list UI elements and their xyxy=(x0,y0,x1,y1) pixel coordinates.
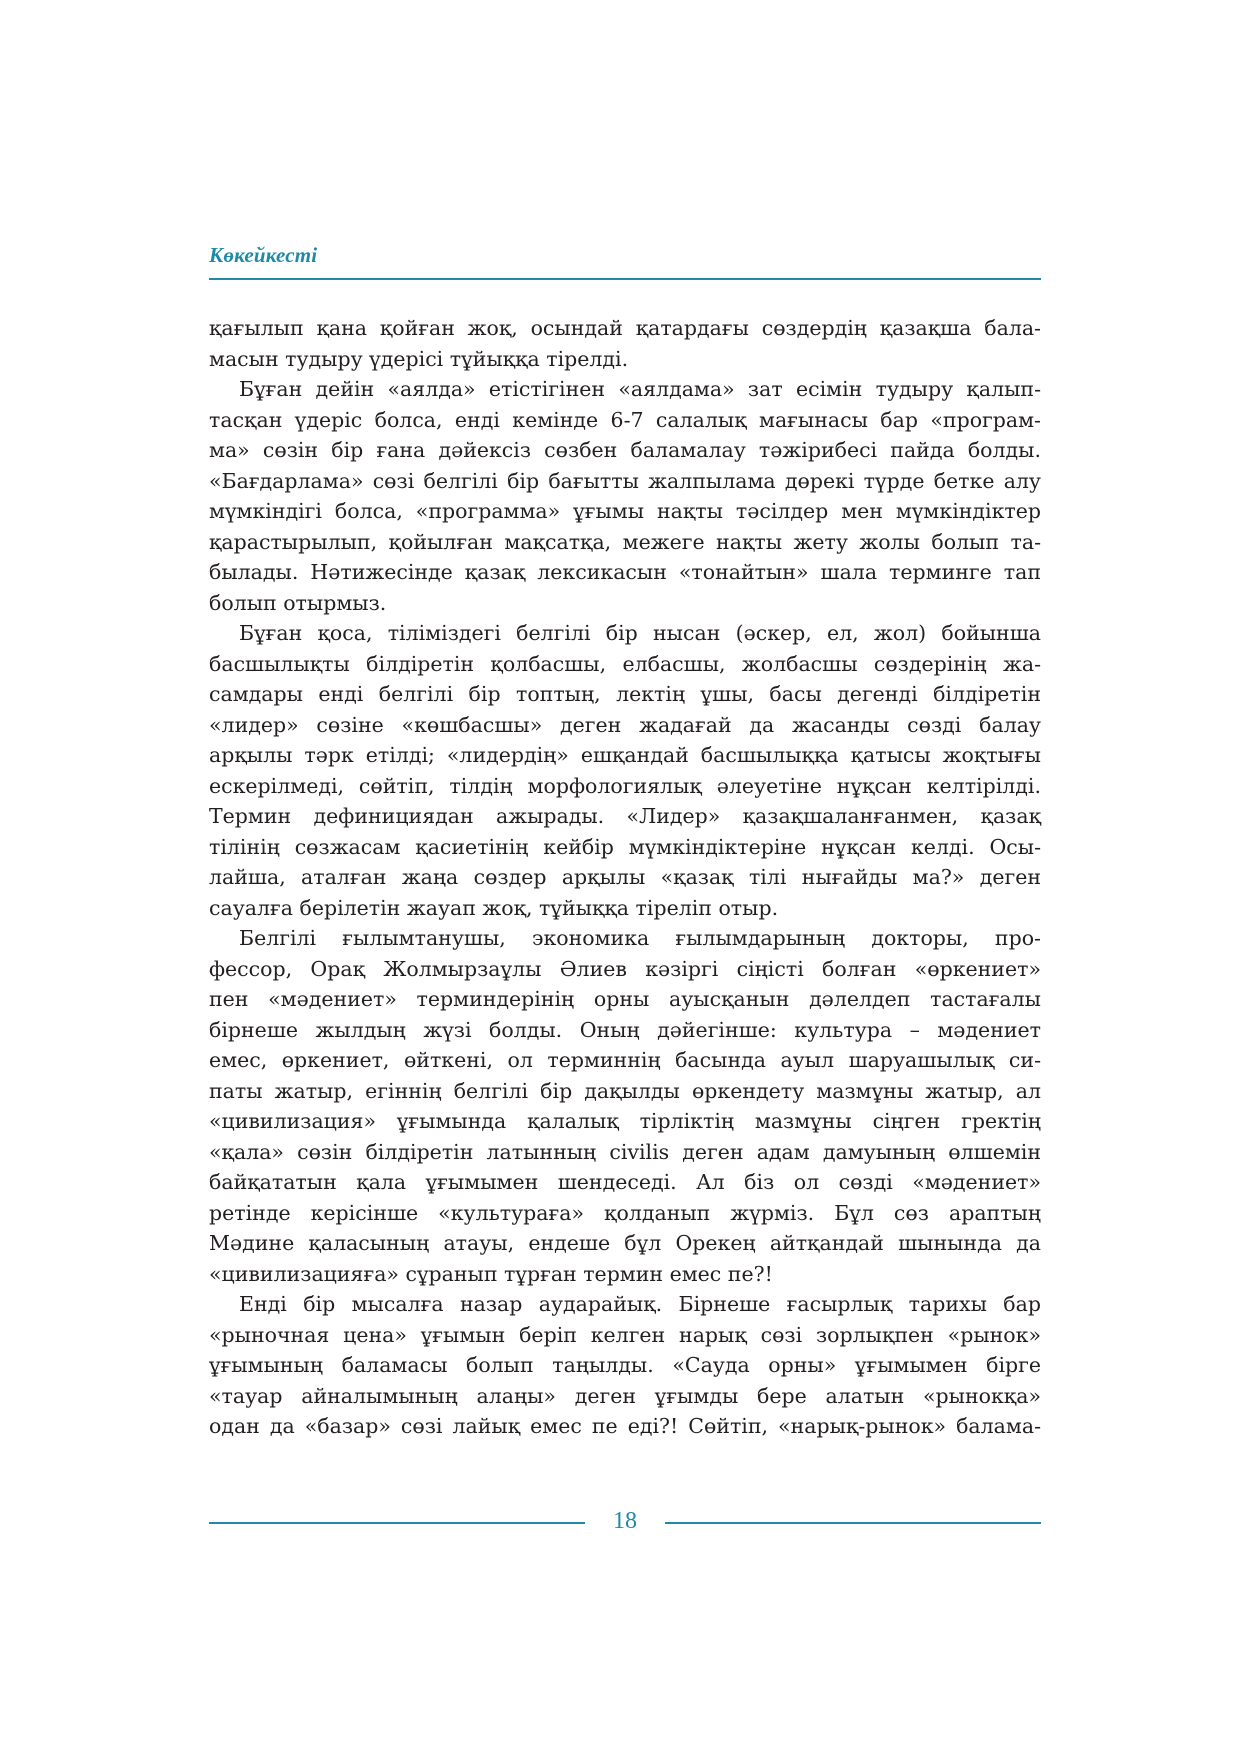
text-line: мүмкіндігі болса, «программа» ұғымы нақты тәсілдер мен мүмкіндіктер xyxy=(209,499,1041,523)
text-line: «қала» сөзін білдіретін латынның civilis деген адам дамуының өлшемін xyxy=(209,1139,1041,1164)
text-line: «цивилизация» ұғымында қалалық тірліктің мазмұны сіңген гректің xyxy=(209,1109,1041,1133)
text-line: былады. Нәтижесінде қазақ лексикасын «тонайтын» шала терминге тап xyxy=(209,560,1041,584)
text-line: фессор, Орақ Жолмырзаұлы Әлиев кәзіргі сіңісті болған «өркениет» xyxy=(209,956,1041,981)
text-line: пен «мәдениет» терминдерінің орны ауысқанын дәлелдеп тастағалы xyxy=(209,987,1041,1011)
text-line: «цивилизацияға» сұранып тұрған термин емес пе?! xyxy=(209,1261,773,1286)
text-line: ұғымының баламасы болып таңылды. «Сауда орны» ұғымымен бірге xyxy=(209,1353,1041,1377)
text-line: ескерілмеді, сөйтіп, тілдің морфологиялық әлеуетіне нұқсан келтірілді. xyxy=(209,773,1041,798)
header-divider xyxy=(209,278,1041,280)
text-line: тілінің сөзжасам қасиетінің кейбір мүмкіндіктеріне нұқсан келді. Осы- xyxy=(209,834,1041,859)
footer-divider-right xyxy=(665,1522,1041,1524)
text-line: қарастырылып, қойылған мақсатқа, межеге нақты жету жолы болып та- xyxy=(209,529,1041,554)
text-line: емес, өркениет, өйткені, ол терминнің басында ауыл шаруашылық си- xyxy=(209,1048,1041,1072)
running-title: Көкейкесті xyxy=(209,243,318,267)
text-line: Мәдине қаласының атауы, ендеше бұл Орекең айтқандай шынында да xyxy=(209,1231,1041,1255)
text-line: Белгілі ғылымтанушы, экономика ғылымдарының докторы, про- xyxy=(239,926,1041,950)
text-line: Бұған дейін «аялда» етістігінен «аялдама» зат есімін тудыру қалып- xyxy=(239,377,1041,401)
text-line: басшылықты білдіретін қолбасшы, елбасшы, жолбасшы сөздерінің жа- xyxy=(209,651,1041,676)
text-line: қағылып қана қойған жоқ, осындай қатардағы сөздердің қазақша бала- xyxy=(209,316,1041,340)
page-number: 18 xyxy=(613,1508,637,1534)
text-line: лайша, аталған жаңа сөздер арқылы «қазақ тілі нығайды ма?» деген xyxy=(209,865,1041,889)
page-footer xyxy=(209,1508,1041,1538)
text-line: бірнеше жылдың жүзі болды. Оның дәйегінше: культура – мәдениет xyxy=(209,1017,1041,1042)
text-line: паты жатыр, егіннің белгілі бір дақылды өркендету мазмұны жатыр, ал xyxy=(209,1078,1041,1103)
footer-divider-left xyxy=(209,1522,585,1524)
text-line: ретінде керісінше «культураға» қолданып жүрміз. Бұл сөз араптың xyxy=(209,1200,1041,1225)
text-line: Бұған қоса, тіліміздегі белгілі бір нысан (әскер, ел, жол) бойынша xyxy=(239,621,1041,645)
text-line: самдары енді белгілі бір топтың, лектің ұшы, басы дегенді білдіретін xyxy=(209,682,1041,706)
text-line: «тауар айналымының алаңы» деген ұғымды бере алатын «рынокқа» xyxy=(209,1383,1041,1408)
body-text xyxy=(209,313,1041,1442)
text-line: масын тудыру үдерісі тұйыққа тірелді. xyxy=(209,346,629,371)
text-line: арқылы тәрк етілді; «лидердің» ешқандай басшылыққа қатысы жоқтығы xyxy=(209,743,1041,767)
text-line: «Бағдарлама» сөзі белгілі бір бағытты жалпылама дөрекі түрде бетке алу xyxy=(209,468,1041,493)
text-line: байқататын қала ұғымымен шендеседі. Ал біз ол сөзді «мәдениет» xyxy=(209,1170,1041,1194)
text-line: Енді бір мысалға назар аударайық. Бірнеше ғасырлық тарихы бар xyxy=(239,1292,1041,1316)
text-line: сауалға берілетін жауап жоқ, тұйыққа тіреліп отыр. xyxy=(209,895,779,920)
text-line: одан да «базар» сөзі лайық емес пе еді?! Сөйтіп, «нарық-рынок» балама- xyxy=(209,1414,1041,1438)
text-line: ма» сөзін бір ғана дәйексіз сөзбен баламалау тәжірибесі пайда болды. xyxy=(209,438,1041,462)
text-line: Термин дефинициядан ажырады. «Лидер» қазақшаланғанмен, қазақ xyxy=(209,804,1041,828)
text-line: тасқан үдеріс болса, енді кемінде 6-7 салалық мағынасы бар «програм- xyxy=(209,407,1041,432)
text-line: болып отырмыз. xyxy=(209,590,387,615)
text-line: «лидер» сөзіне «көшбасшы» деген жадағай да жасанды сөзді балау xyxy=(209,712,1041,737)
text-line: «рыночная цена» ұғымын беріп келген нарық сөзі зорлықпен «рынок» xyxy=(209,1322,1041,1347)
